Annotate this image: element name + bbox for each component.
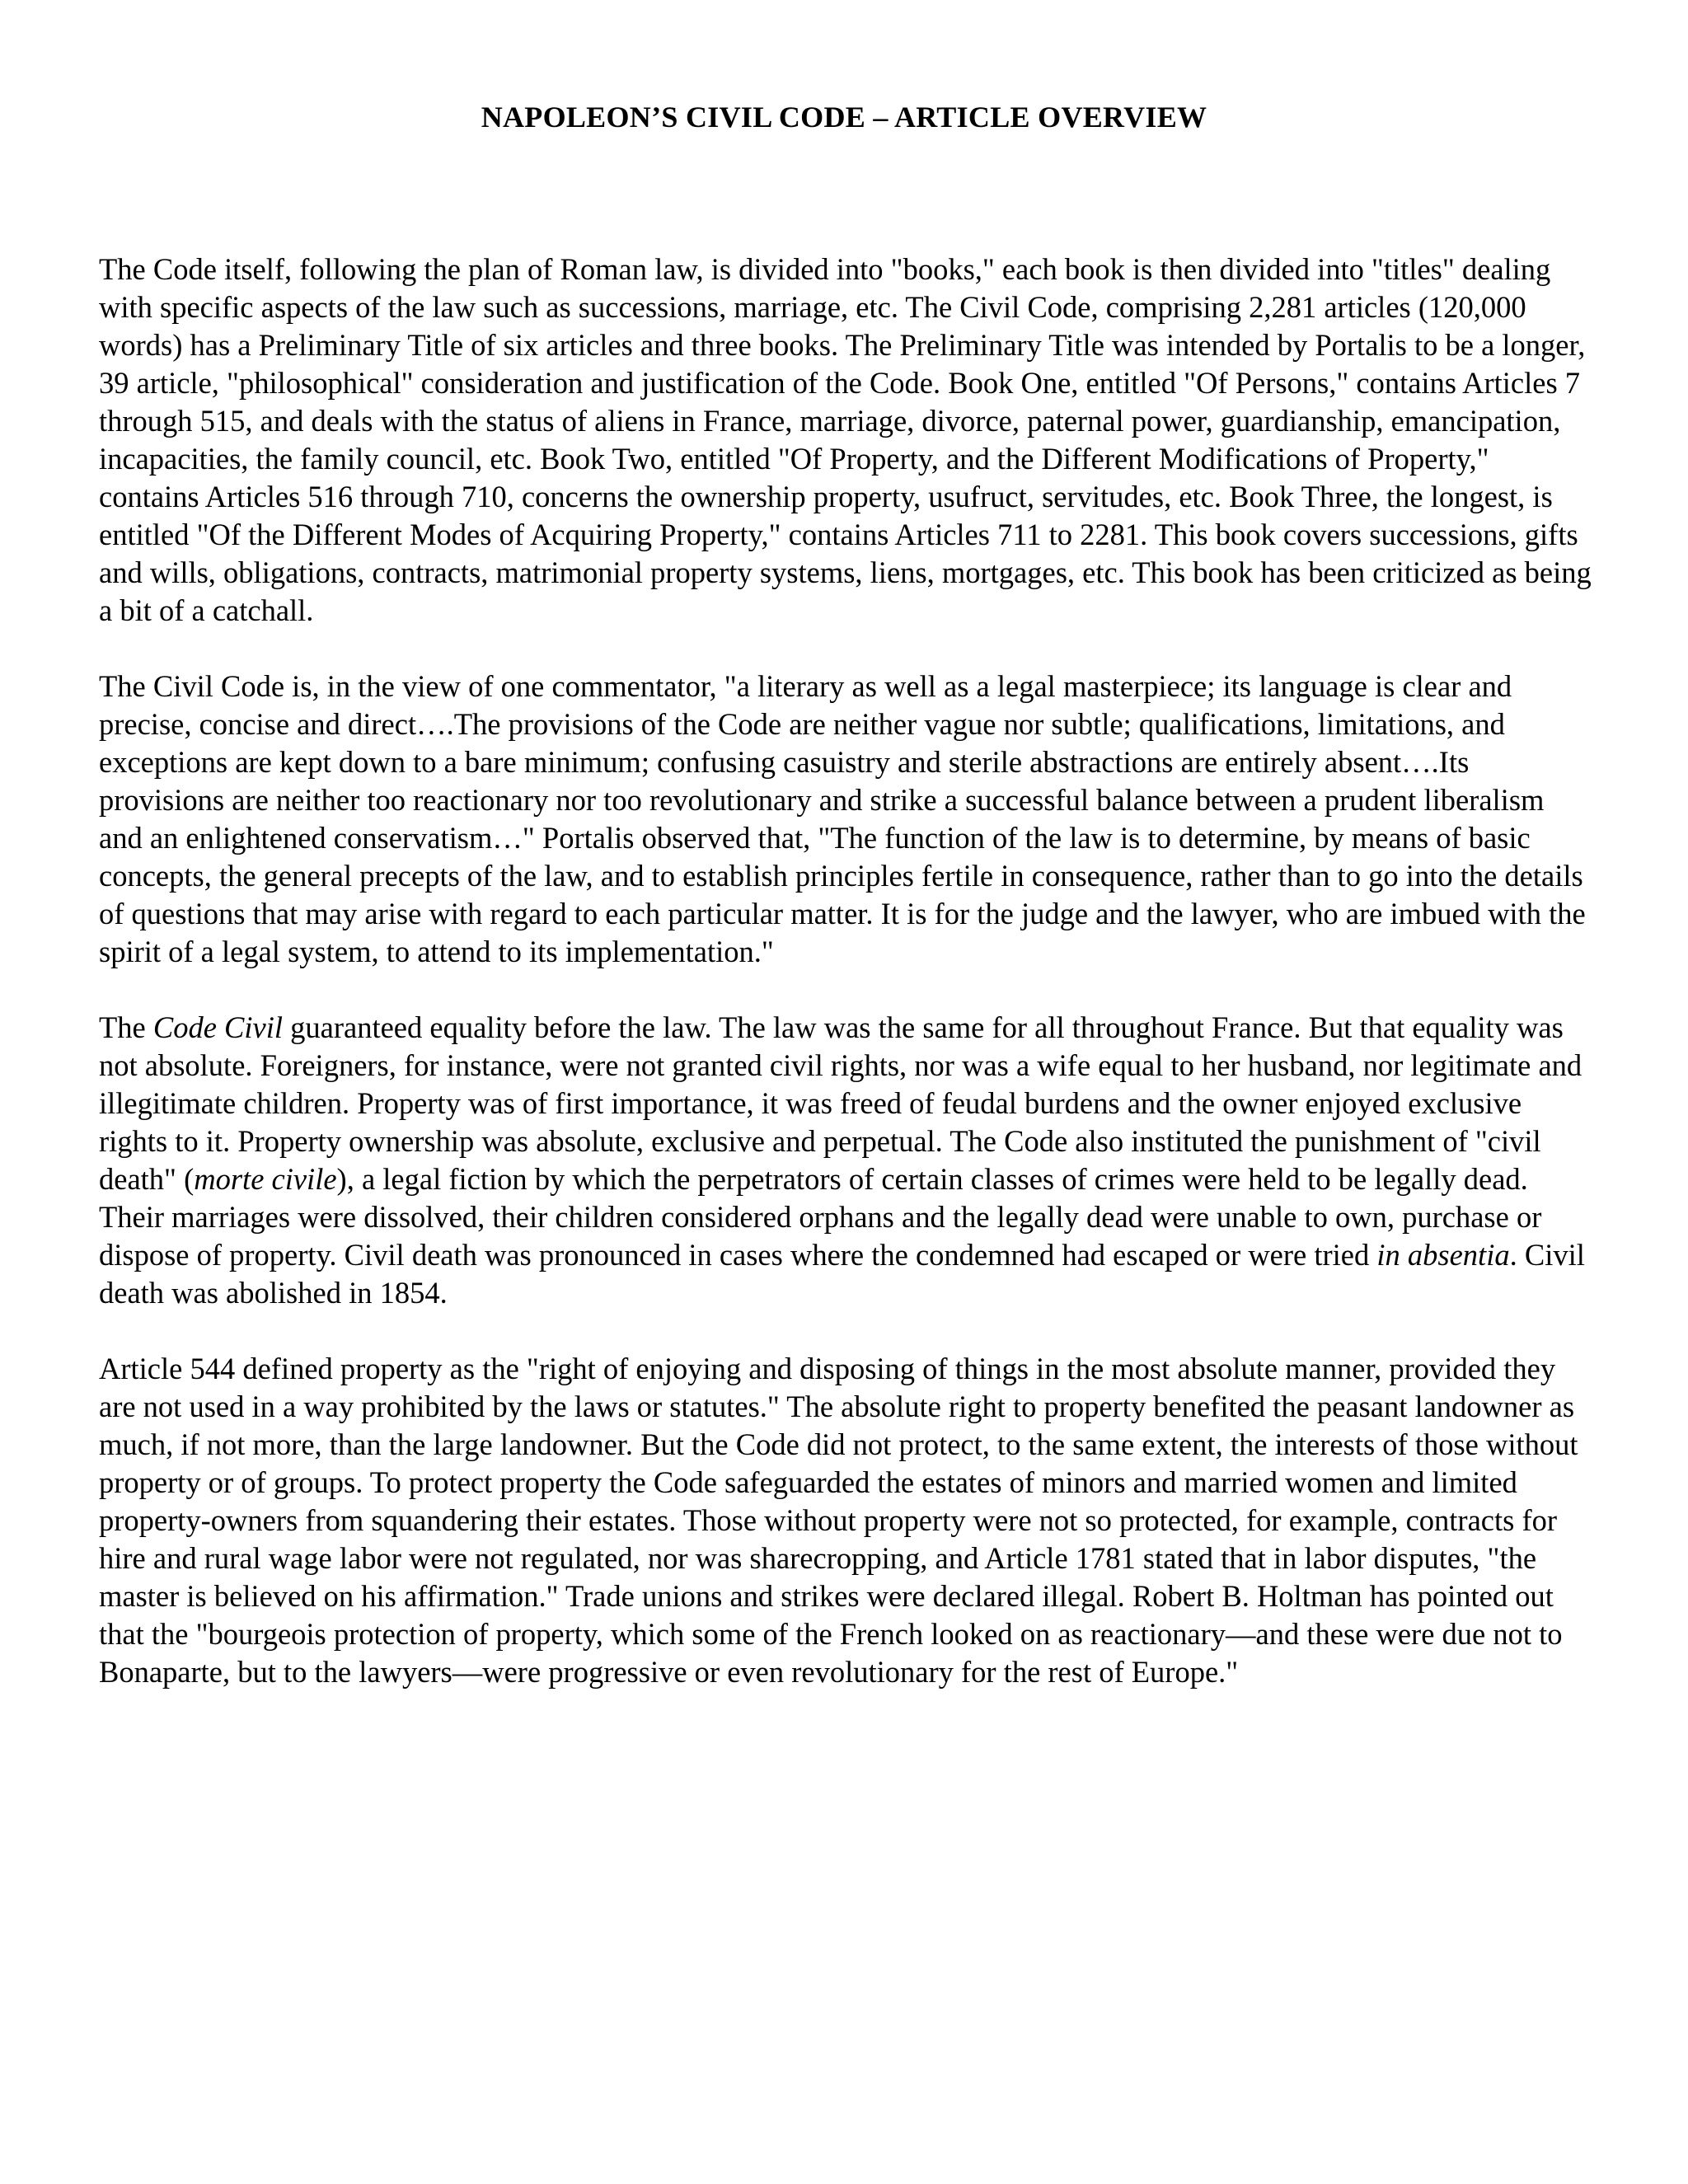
italic-term-morte-civile: morte civile (194, 1162, 337, 1196)
italic-term-code-civil: Code Civil (152, 1010, 284, 1044)
paragraph-equality (99, 1009, 1592, 1312)
paragraph-code-structure: The Code itself, following the plan of Roman law, is divided into "books," each book is then divided into "titles" dealing with specific aspects of the law such as successions, marriage, etc. The Civil Code, comprising 2,281 articles (120,000 words) has a Preliminary Title of six articles and three books. The Preliminary Title was intended by Portalis to be a longer, 39 article, "philosophical" consideration and justification of the Code. Book One, entitled "Of Persons," contains Articles 7 through 515, and deals with the status of aliens in France, marriage, divorce, paternal power, guardianship, emancipation, incapacities, the family council, etc. Book Two, entitled "Of Property, and the Different Modifications of Property," contains Articles 516 through 710, concerns the ownership property, usufruct, servitudes, etc. Book Three, the longest, is entitled "Of the Different Modes of Acquiring Property," contains Articles 711 to 2281. This book covers successions, gifts and wills, obligations, contracts, matrimonial property systems, liens, mortgages, etc. This book has been criticized as being a bit of a catchall. (99, 252, 1592, 627)
text-run: guaranteed equality before the law. The law was the same for all throughout France. But that equality was not absolute. Foreigners, for instance, were not granted civil rights, nor was a wife equal to her husband, nor legitimate and illegitimate children. Property was of first importance, it was freed of feudal burdens and the owner enjoyed exclusive rights to it. Property ownership was absolute, exclusive and perpetual. The Code also instituted the punishment of "civil death" ( (99, 1010, 1582, 1196)
text-run: The (99, 1010, 153, 1044)
text-run: ), a legal fiction by which the perpetrators of certain classes of crimes were held to be legally dead. Their marriages were dissolved, their children considered orphans and the legally dead were unable to own, purchase or dispose of property. Civil death was pronounced in cases where the condemned had escaped or were tried (99, 1162, 1542, 1272)
document-body (99, 251, 1592, 1691)
italic-term-in-absentia: in absentia (1376, 1238, 1510, 1272)
page-title: NAPOLEON’S CIVIL CODE – ARTICLE OVERVIEW (481, 101, 1207, 134)
text-run: . Civil death was abolished in 1854. (99, 1238, 1585, 1310)
paragraph-article-544: Article 544 defined property as the "right of enjoying and disposing of things in the most absolute manner, provided they are not used in a way prohibited by the laws or statutes." The absolute right to property benefited the peasant landowner as much, if not more, than the large landowner. But the Code did not protect, to the same extent, the interests of those without property or of groups. To protect property the Code safeguarded the estates of minors and married women and limited property-owners from squandering their estates. Those without property were not so protected, for example, contracts for hire and rural wage labor were not regulated, nor was sharecropping, and Article 1781 stated that in labor disputes, "the master is believed on his affirmation." Trade unions and strikes were declared illegal. Robert B. Holtman has pointed out that the "bourgeois protection of property, which some of the French looked on as reactionary—and these were due not to Bonaparte, but to the lawyers—were progressive or even revolutionary for the rest of Europe." (99, 1352, 1578, 1689)
paragraph-commentary: The Civil Code is, in the view of one commentator, "a literary as well as a legal masterpiece; its language is clear and precise, concise and direct….The provisions of the Code are neither vague nor subtle; qualifications, limitations, and exceptions are kept down to a bare minimum; confusing casuistry and sterile abstractions are entirely absent….Its provisions are neither too reactionary nor too revolutionary and strike a successful balance between a prudent liberalism and an enlightened conservatism…" Portalis observed that, "The function of the law is to determine, by means of basic concepts, the general precepts of the law, and to establish principles fertile in consequence, rather than to go into the details of questions that may arise with regard to each particular matter. It is for the judge and the lawyer, who are imbued with the spirit of a legal system, to attend to its implementation." (99, 669, 1586, 968)
